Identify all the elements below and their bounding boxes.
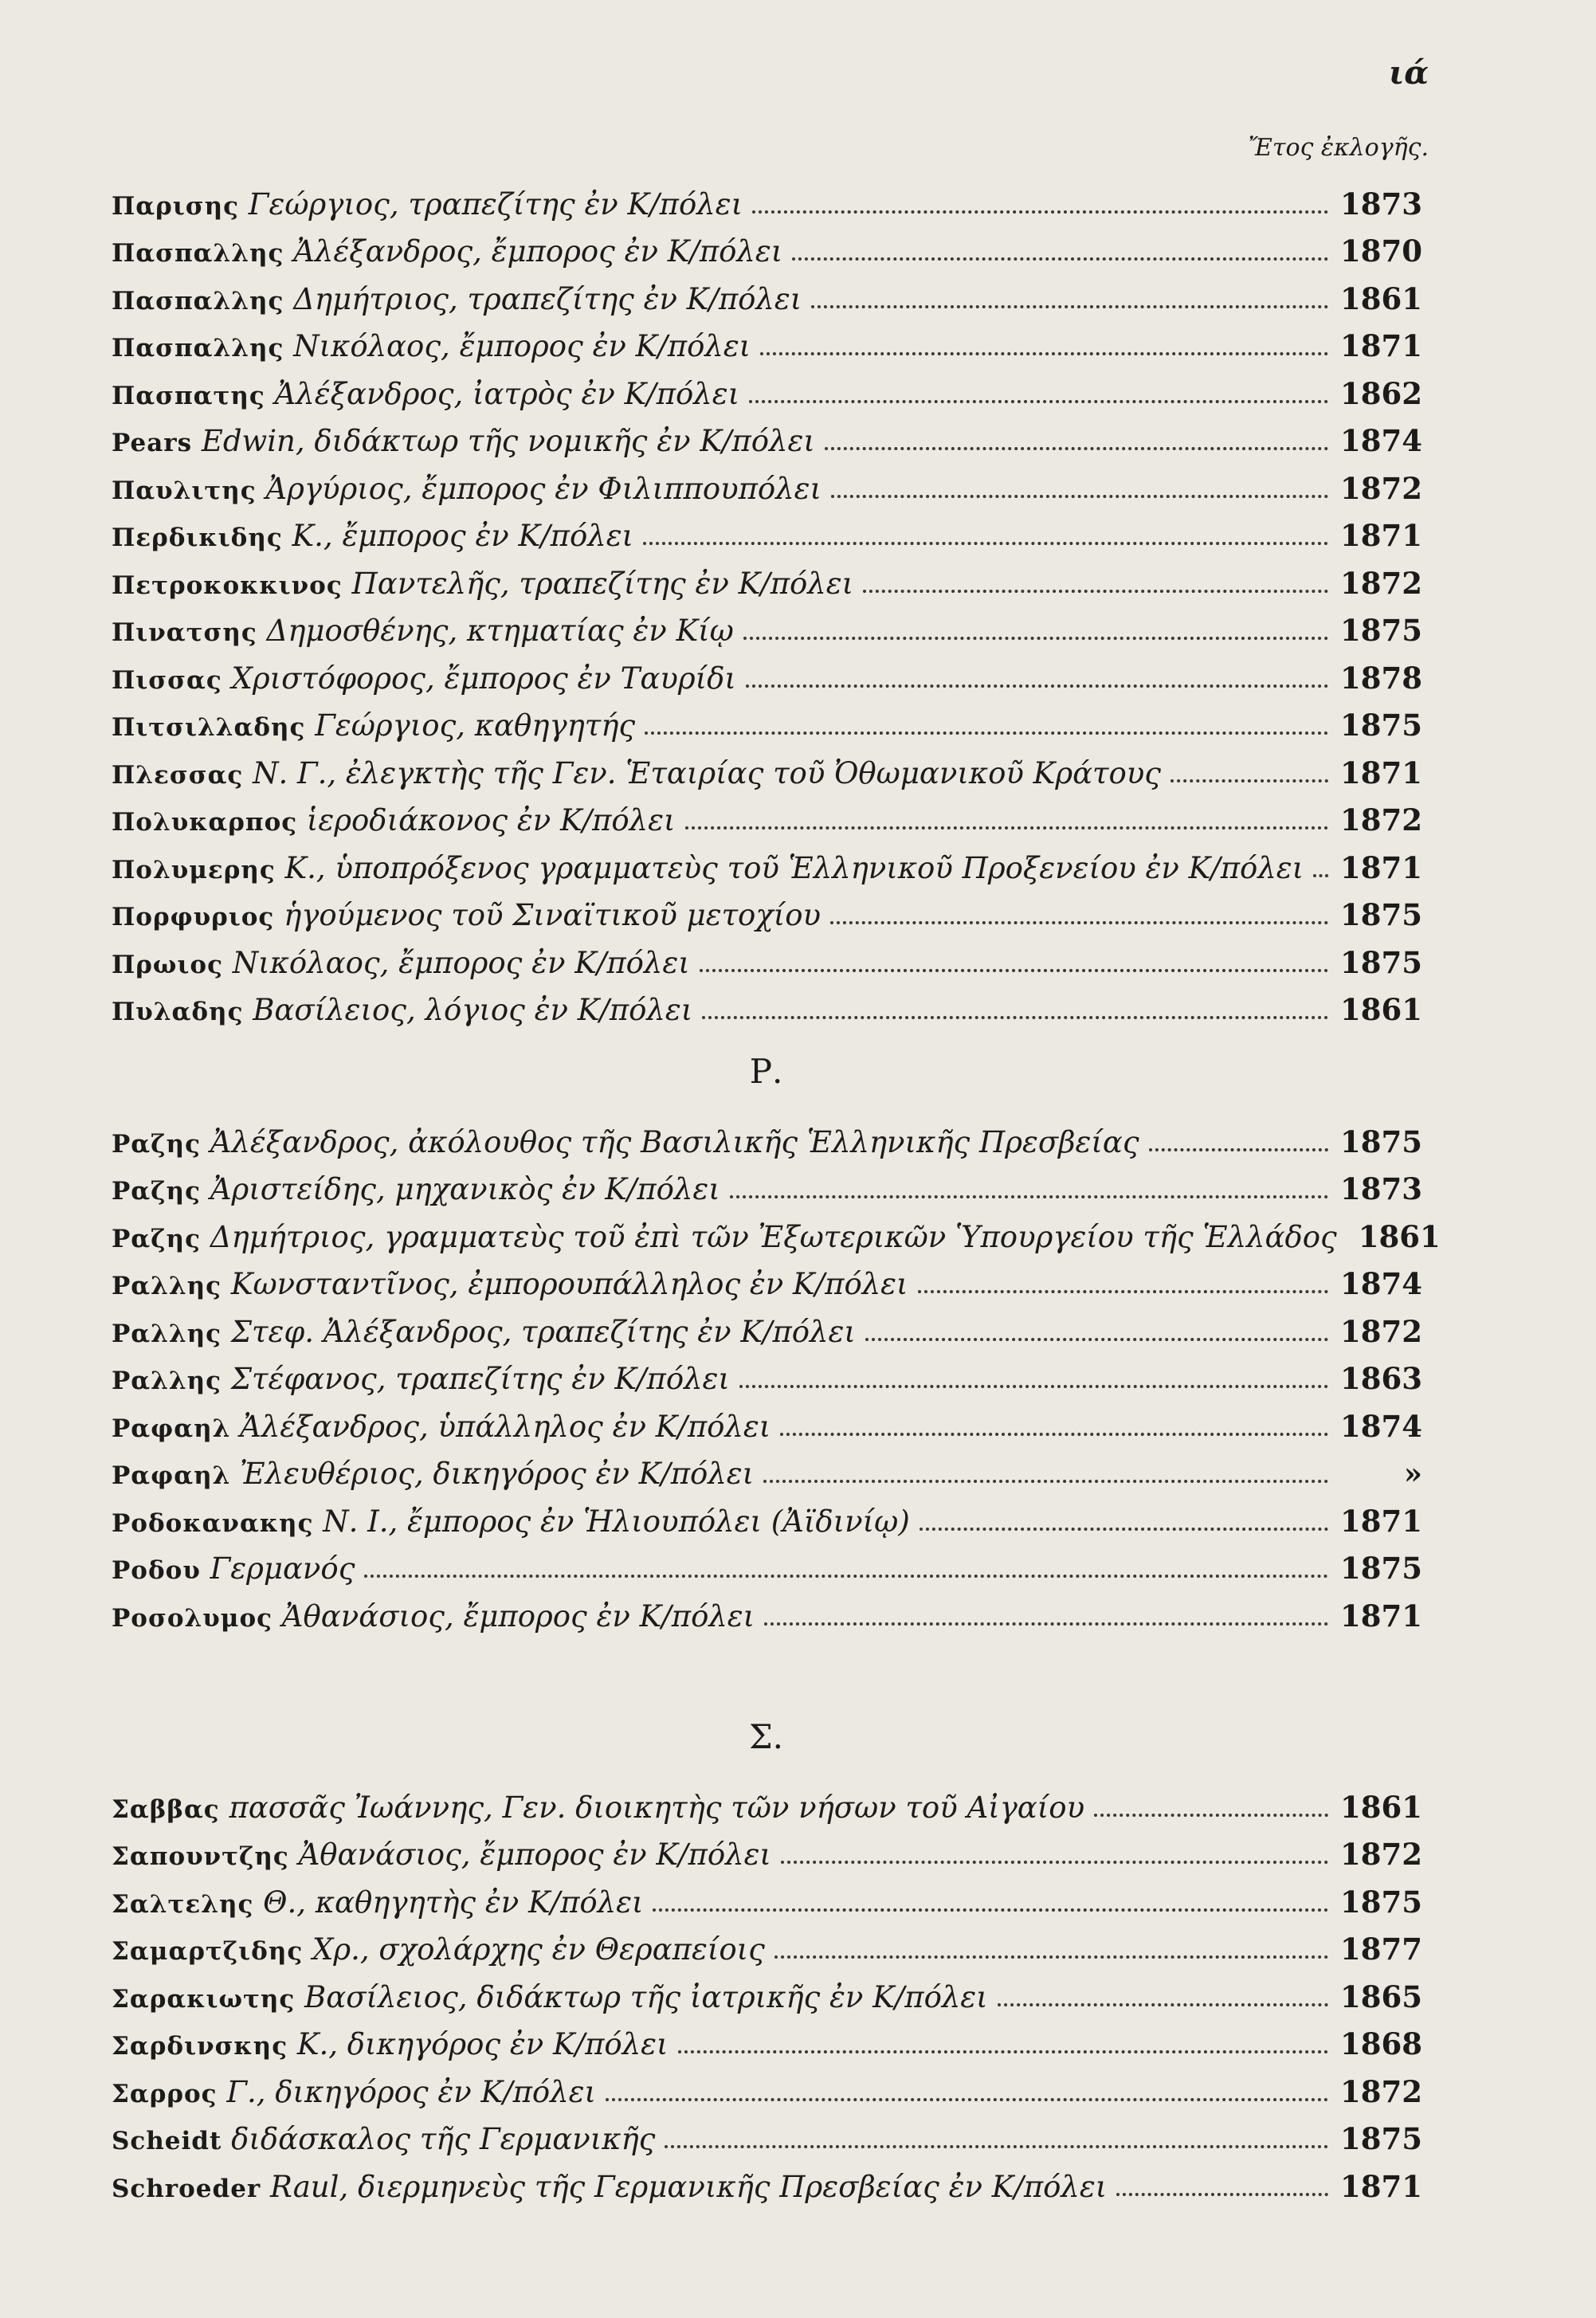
entry-description: διδάσκαλος τῆς Γερμανικῆς bbox=[231, 2122, 656, 2156]
entry-description: Ἀθανάσιος, ἔμπορος ἐν Κ/πόλει bbox=[298, 1838, 771, 1872]
dot-leader bbox=[739, 1385, 1328, 1388]
entry-surname: Πασπαλλης bbox=[112, 334, 284, 363]
list-item bbox=[112, 1967, 1422, 2014]
list-item bbox=[112, 1539, 1422, 1587]
entry-surname: Πλεσσας bbox=[112, 760, 244, 790]
entry-description: Στέφανος, τραπεζίτης ἐν Κ/πόλει bbox=[230, 1362, 730, 1396]
entry-text bbox=[112, 898, 825, 932]
entry-text bbox=[112, 472, 826, 506]
entry-description: Χριστόφορος, ἔμπορος ἐν Ταυρίδι bbox=[231, 661, 736, 696]
dot-leader bbox=[781, 1861, 1328, 1864]
dot-leader bbox=[1149, 1148, 1328, 1151]
list-item bbox=[112, 1920, 1422, 1967]
entry-year: 1871 bbox=[1340, 328, 1422, 363]
entry-text bbox=[112, 1599, 759, 1634]
entry-year: 1875 bbox=[1340, 2121, 1422, 2156]
entry-surname: Ραζης bbox=[112, 1224, 201, 1253]
entry-year: 1861 bbox=[1340, 280, 1422, 316]
entry-description: Κ., ὑποπρόξενος γραμματεὺς τοῦ Ἑλληνικοῦ Προξενείου ἐν Κ/πόλει bbox=[284, 850, 1304, 885]
entry-year: » bbox=[1403, 1456, 1422, 1491]
entry-text bbox=[112, 708, 640, 743]
entry-year: 1871 bbox=[1340, 849, 1422, 885]
dot-leader bbox=[749, 400, 1328, 403]
entry-description: Ἀλέξανδρος, ἔμπορος ἐν Κ/πόλει bbox=[293, 234, 783, 269]
entry-text bbox=[112, 329, 755, 363]
entry-text bbox=[112, 1885, 648, 1920]
entry-surname: Ραφαηλ bbox=[112, 1414, 231, 1443]
entry-list bbox=[112, 174, 1422, 1027]
entry-year: 1872 bbox=[1340, 802, 1422, 837]
entry-surname: Παυλιτης bbox=[112, 476, 257, 505]
list-item bbox=[112, 1777, 1422, 1825]
column-header-year: Ἔτος ἐκλογῆς. bbox=[1248, 134, 1429, 162]
entry-description: Νικόλαος, ἔμπορος ἐν Κ/πόλει bbox=[293, 329, 751, 363]
list-item bbox=[112, 2109, 1422, 2157]
entry-text bbox=[112, 234, 787, 269]
entry-year: 1875 bbox=[1340, 613, 1422, 648]
dot-leader bbox=[825, 447, 1328, 450]
entry-year: 1875 bbox=[1340, 708, 1422, 743]
entry-year: 1874 bbox=[1340, 1408, 1422, 1444]
list-item bbox=[112, 743, 1422, 790]
entry-year: 1875 bbox=[1340, 897, 1422, 932]
page-number: ιά bbox=[1388, 54, 1429, 92]
entry-surname: Σαρρος bbox=[112, 2079, 218, 2108]
entry-year: 1878 bbox=[1340, 660, 1422, 696]
dot-leader bbox=[364, 1575, 1328, 1578]
entry-surname: Ροδοκανακης bbox=[112, 1508, 314, 1538]
entry-list bbox=[112, 1777, 1422, 2204]
list-item bbox=[112, 1159, 1422, 1207]
entry-surname: Πασπατης bbox=[112, 381, 265, 410]
section-letter: Ρ. bbox=[749, 1052, 783, 1091]
entry-surname: Ραφαηλ bbox=[112, 1461, 231, 1490]
entry-description: Γερμανός bbox=[210, 1551, 355, 1586]
entry-surname: Πυλαδης bbox=[112, 998, 244, 1026]
entry-surname: Πασπαλλης bbox=[112, 286, 284, 316]
entry-description: Ἀλέξανδρος, ὑπάλληλος ἐν Κ/πόλει bbox=[240, 1409, 771, 1444]
entry-surname: Πορφυριος bbox=[112, 903, 275, 932]
entry-surname: Pears bbox=[112, 429, 193, 457]
entry-year: 1871 bbox=[1340, 755, 1422, 790]
entry-year: 1872 bbox=[1340, 565, 1422, 601]
dot-leader bbox=[743, 637, 1328, 640]
entry-description: Κ., δικηγόρος ἐν Κ/πόλει bbox=[296, 2027, 669, 2061]
list-item bbox=[112, 648, 1422, 696]
entry-surname: Περδικιδης bbox=[112, 524, 283, 552]
dot-leader bbox=[830, 921, 1328, 924]
dot-leader bbox=[831, 495, 1328, 498]
entry-year: 1875 bbox=[1340, 1124, 1422, 1159]
list-item bbox=[112, 1206, 1441, 1254]
entry-text bbox=[112, 377, 744, 411]
dot-leader bbox=[918, 1290, 1328, 1293]
entry-year: 1863 bbox=[1340, 1361, 1422, 1396]
entry-surname: Πασπαλλης bbox=[112, 239, 284, 268]
entry-text bbox=[112, 1457, 759, 1491]
dot-leader bbox=[685, 826, 1329, 830]
dot-leader bbox=[702, 1016, 1328, 1019]
entry-description: ἱεροδιάκονος ἐν Κ/πόλει bbox=[306, 803, 676, 837]
entry-surname: Πολυμερης bbox=[112, 855, 276, 884]
section-letter: Σ. bbox=[748, 1717, 784, 1756]
dot-leader bbox=[763, 1480, 1328, 1483]
entry-description: Ἀθανάσιος, ἔμπορος ἐν Κ/πόλει bbox=[281, 1598, 755, 1634]
entry-surname: Σαλτελης bbox=[112, 1889, 254, 1919]
dot-leader bbox=[752, 210, 1328, 214]
entry-description: Δημήτριος, γραμματεὺς τοῦ ἐπὶ τῶν Ἐξωτερικῶν Ὑπουργείου τῆς Ἑλλάδος bbox=[210, 1219, 1337, 1254]
entry-description: Βασίλειος, λόγιος ἐν Κ/πόλει bbox=[253, 993, 693, 1027]
dot-leader bbox=[643, 542, 1328, 545]
list-item bbox=[112, 1491, 1422, 1539]
entry-year: 1871 bbox=[1340, 2168, 1422, 2204]
list-item bbox=[112, 1254, 1422, 1302]
entry-surname: Πετροκοκκινος bbox=[112, 571, 343, 600]
entry-text bbox=[112, 1410, 775, 1444]
entry-description: Νικόλαος, ἔμπορος ἐν Κ/πόλει bbox=[232, 945, 690, 980]
entry-surname: Ραζης bbox=[112, 1177, 201, 1206]
entry-year: 1872 bbox=[1340, 2073, 1422, 2109]
entry-surname: Πιτσιλλαδης bbox=[112, 713, 306, 742]
list-item bbox=[112, 458, 1422, 506]
entry-description: πασσᾶς Ἰωάννης, Γεν. διοικητὴς τῶν νήσων τοῦ Αἰγαίου bbox=[229, 1790, 1085, 1825]
entry-year: 1872 bbox=[1340, 1837, 1422, 1872]
entry-description: Ἀλέξανδρος, ἀκόλουθος τῆς Βασιλικῆς Ἑλληνικῆς Πρεσβείας bbox=[210, 1124, 1139, 1159]
dot-leader bbox=[678, 2050, 1328, 2053]
entry-description: Γεώργιος, τραπεζίτης ἐν Κ/πόλει bbox=[248, 186, 743, 222]
entry-description: Ν. Γ., ἐλεγκτὴς τῆς Γεν. Ἑταιρίας τοῦ Ὀθωμανικοῦ Κράτους bbox=[253, 755, 1162, 790]
entry-text bbox=[112, 187, 747, 222]
dot-leader bbox=[1171, 779, 1328, 782]
list-item bbox=[112, 932, 1422, 980]
list-item bbox=[112, 1825, 1422, 1873]
dot-leader bbox=[811, 305, 1328, 308]
list-item bbox=[112, 1586, 1422, 1634]
entry-year: 1871 bbox=[1340, 518, 1422, 553]
dot-leader bbox=[764, 1622, 1328, 1626]
entry-text bbox=[112, 993, 697, 1027]
entry-year: 1871 bbox=[1340, 1598, 1422, 1634]
list-item bbox=[112, 1872, 1422, 1920]
dot-leader bbox=[863, 590, 1328, 593]
dot-leader bbox=[700, 969, 1328, 972]
entry-year: 1874 bbox=[1340, 423, 1422, 458]
entry-description: Edwin, διδάκτωρ τῆς νομικῆς ἐν Κ/πόλει bbox=[201, 424, 815, 458]
entry-description: Δημοσθένης, κτηματίας ἐν Κίῳ bbox=[266, 614, 734, 648]
entry-text bbox=[112, 1125, 1144, 1159]
entry-surname: Scheidt bbox=[112, 2127, 222, 2155]
entry-surname: Πισσας bbox=[112, 665, 222, 695]
entry-surname: Πολυκαρπος bbox=[112, 808, 298, 837]
entry-text bbox=[112, 2027, 673, 2061]
list-item bbox=[112, 1444, 1422, 1492]
entry-year: 1861 bbox=[1340, 992, 1422, 1027]
entry-description: Χρ., σχολάρχης ἐν Θεραπείοις bbox=[312, 1932, 765, 1967]
dot-leader bbox=[774, 1955, 1328, 1959]
entry-year: 1875 bbox=[1340, 1551, 1422, 1586]
entry-surname: Σαρακιωτης bbox=[112, 1984, 296, 2014]
dot-leader bbox=[998, 2003, 1328, 2006]
dot-leader bbox=[645, 731, 1328, 735]
entry-text bbox=[112, 2075, 601, 2109]
entry-year: 1870 bbox=[1340, 233, 1422, 269]
entry-year: 1868 bbox=[1340, 2026, 1422, 2061]
list-item bbox=[112, 2061, 1422, 2109]
list-item bbox=[112, 174, 1422, 222]
entry-surname: Σαββας bbox=[112, 1794, 220, 1824]
entry-description: Ἀριστείδης, μηχανικὸς ἐν Κ/πόλει bbox=[210, 1172, 720, 1206]
entry-text bbox=[112, 519, 638, 553]
entry-year: 1871 bbox=[1340, 1503, 1422, 1539]
entry-surname: Ραζης bbox=[112, 1129, 201, 1159]
entry-description: Raul, διερμηνεὺς τῆς Γερμανικῆς Πρεσβείας ἐν Κ/πόλει bbox=[270, 2169, 1108, 2204]
entry-description: Κωνσταντῖνος, ἐμπορουπάλληλος ἐν Κ/πόλει bbox=[230, 1267, 908, 1301]
entry-text bbox=[112, 1838, 776, 1872]
list-item bbox=[112, 2014, 1422, 2062]
list-item bbox=[112, 2156, 1422, 2204]
entry-text bbox=[112, 424, 820, 458]
entry-description: ἡγούμενος τοῦ Σιναϊτικοῦ μετοχίου bbox=[284, 898, 822, 932]
entry-year: 1877 bbox=[1340, 1932, 1422, 1967]
entry-year: 1862 bbox=[1340, 375, 1422, 411]
entry-text bbox=[112, 2170, 1112, 2204]
entry-text bbox=[112, 1504, 915, 1539]
entry-surname: Ραλλης bbox=[112, 1319, 222, 1348]
list-item bbox=[112, 1349, 1422, 1397]
entry-description: Ἀλέξανδρος, ἰατρὸς ἐν Κ/πόλει bbox=[274, 376, 740, 411]
entry-year: 1873 bbox=[1340, 186, 1422, 222]
entry-description: Ν. Ι., ἔμπορος ἐν Ἡλιουπόλει (Ἀϊδινίῳ) bbox=[323, 1504, 910, 1539]
entry-surname: Πινατσης bbox=[112, 618, 257, 647]
entry-description: Κ., ἔμπορος ἐν Κ/πόλει bbox=[292, 519, 634, 553]
dot-leader bbox=[792, 257, 1328, 261]
dot-leader bbox=[730, 1195, 1328, 1198]
entry-year: 1865 bbox=[1340, 1979, 1422, 2014]
list-item bbox=[112, 1112, 1422, 1159]
entry-year: 1875 bbox=[1340, 1884, 1422, 1920]
entry-text bbox=[112, 1980, 993, 2014]
entry-text bbox=[112, 567, 858, 601]
entry-description: Ἐλευθέριος, δικηγόρος ἐν Κ/πόλει bbox=[240, 1457, 755, 1491]
entry-surname: Schroeder bbox=[112, 2174, 261, 2203]
dot-leader bbox=[746, 684, 1328, 688]
dot-leader bbox=[606, 2098, 1328, 2101]
dot-leader bbox=[1094, 1814, 1328, 1817]
dot-leader bbox=[653, 1908, 1328, 1912]
entry-text bbox=[112, 756, 1166, 790]
entry-year: 1873 bbox=[1340, 1171, 1422, 1206]
entry-text bbox=[112, 946, 695, 980]
dot-leader bbox=[665, 2145, 1328, 2148]
list-item bbox=[112, 553, 1422, 601]
entry-text bbox=[112, 2122, 660, 2156]
list-item bbox=[112, 837, 1422, 885]
entry-description: Παντελῆς, τραπεζίτης ἐν Κ/πόλει bbox=[351, 566, 854, 601]
entry-list bbox=[112, 1112, 1441, 1634]
list-item bbox=[112, 696, 1422, 743]
entry-text bbox=[112, 1932, 770, 1967]
dot-leader bbox=[780, 1433, 1328, 1436]
entry-text bbox=[112, 803, 680, 837]
list-item bbox=[112, 316, 1422, 364]
entry-year: 1875 bbox=[1340, 944, 1422, 980]
list-item bbox=[112, 363, 1422, 411]
entry-description: Δημήτριος, τραπεζίτης ἐν Κ/πόλει bbox=[293, 281, 802, 316]
entry-description: Ἀργύριος, ἔμπορος ἐν Φιλιππουπόλει bbox=[265, 471, 822, 506]
entry-text bbox=[112, 851, 1308, 885]
entry-text bbox=[112, 661, 741, 696]
list-item bbox=[112, 1396, 1422, 1444]
entry-year: 1872 bbox=[1340, 1313, 1422, 1349]
dot-leader bbox=[1116, 2193, 1328, 2196]
entry-text bbox=[112, 1220, 1342, 1254]
list-item bbox=[112, 885, 1422, 933]
list-item bbox=[112, 980, 1422, 1028]
entry-text bbox=[112, 1315, 861, 1349]
entry-surname: Ροσολυμος bbox=[112, 1603, 273, 1633]
dot-leader bbox=[1313, 874, 1328, 877]
dot-leader bbox=[760, 352, 1328, 355]
entry-description: Στεφ. Ἀλέξανδρος, τραπεζίτης ἐν Κ/πόλει bbox=[230, 1314, 856, 1349]
entry-text bbox=[112, 1172, 725, 1206]
list-item bbox=[112, 1301, 1422, 1349]
entry-description: Βασίλειος, διδάκτωρ τῆς ἰατρικῆς ἐν Κ/πόλει bbox=[304, 1979, 988, 2014]
entry-surname: Σαμαρτζιδης bbox=[112, 1937, 304, 1966]
entry-text bbox=[112, 282, 806, 316]
entry-description: Γεώργιος, καθηγητής bbox=[315, 708, 636, 743]
entry-text bbox=[112, 614, 739, 648]
entry-description: Θ., καθηγητὴς ἐν Κ/πόλει bbox=[263, 1885, 644, 1920]
list-item bbox=[112, 222, 1422, 269]
entry-text bbox=[112, 1267, 913, 1301]
entry-surname: Σαρδινσκης bbox=[112, 2032, 288, 2061]
entry-year: 1861 bbox=[1358, 1218, 1441, 1254]
entry-year: 1861 bbox=[1340, 1789, 1422, 1825]
entry-surname: Ροδου bbox=[112, 1556, 201, 1585]
entry-surname: Ραλλης bbox=[112, 1367, 222, 1395]
entry-surname: Σαπουντζης bbox=[112, 1842, 289, 1871]
entry-surname: Παρισης bbox=[112, 191, 240, 221]
entry-text bbox=[112, 1362, 735, 1396]
entry-text bbox=[112, 1790, 1089, 1825]
entry-year: 1872 bbox=[1340, 470, 1422, 506]
entry-surname: Πρωιος bbox=[112, 950, 223, 979]
list-item bbox=[112, 506, 1422, 554]
list-item bbox=[112, 601, 1422, 649]
dot-leader bbox=[920, 1528, 1328, 1531]
entry-surname: Ραλλης bbox=[112, 1272, 222, 1300]
entry-text bbox=[112, 1551, 359, 1586]
dot-leader bbox=[865, 1338, 1328, 1341]
list-item bbox=[112, 269, 1422, 316]
entry-year: 1874 bbox=[1340, 1266, 1422, 1301]
entry-description: Γ., δικηγόρος ἐν Κ/πόλει bbox=[226, 2074, 597, 2109]
list-item bbox=[112, 790, 1422, 838]
list-item bbox=[112, 411, 1422, 459]
